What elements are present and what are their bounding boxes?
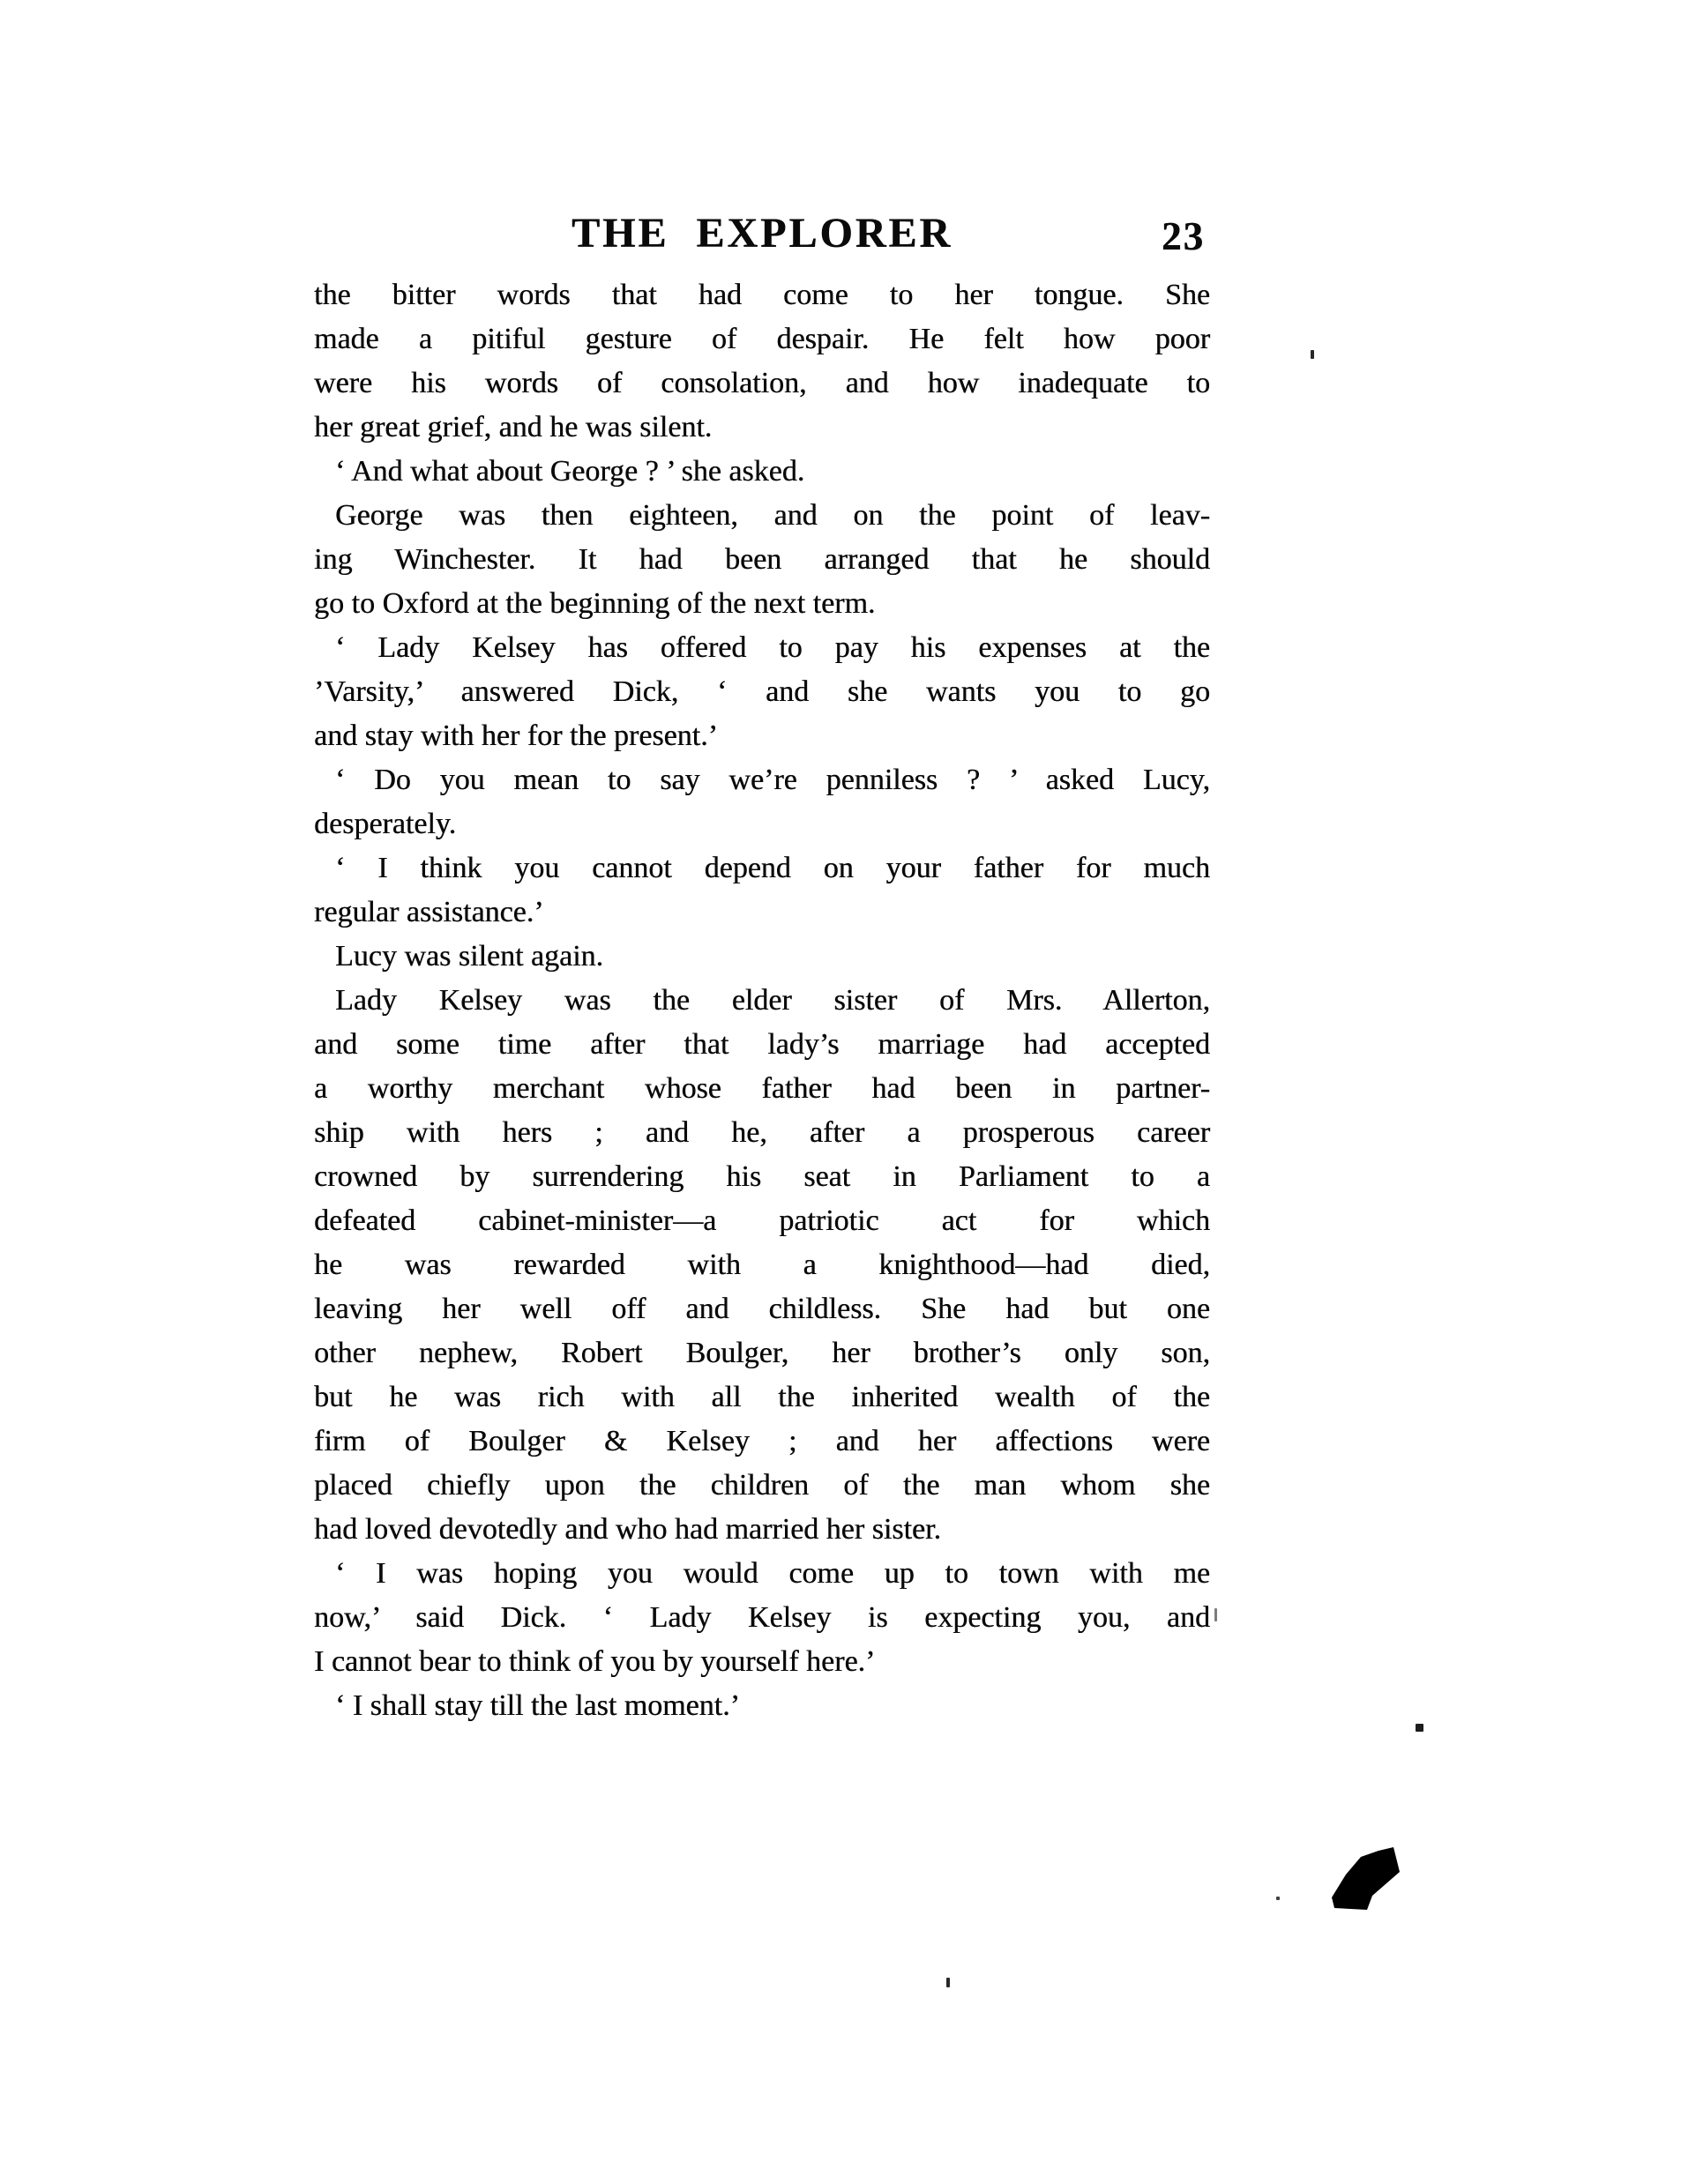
text-block bbox=[314, 273, 1210, 1728]
text-line: ‘ Do you mean to say we’re penniless ? ’ asked Lucy, bbox=[335, 764, 1210, 796]
page-number: 23 bbox=[1162, 214, 1205, 258]
text-line: her great grief, and he was silent. bbox=[314, 411, 713, 444]
text-line: made a pitiful gesture of despair. He felt how poor bbox=[314, 323, 1210, 355]
text-line: ‘ I shall stay till the last moment.’ bbox=[335, 1689, 740, 1722]
text-line: leaving her well off and childless. She had but one bbox=[314, 1293, 1210, 1325]
text-line: had loved devotedly and who had married her sister. bbox=[314, 1513, 941, 1546]
text-line: firm of Boulger & Kelsey ; and her affections were bbox=[314, 1425, 1210, 1457]
text-line: defeated cabinet-minister—a patriotic act for which bbox=[314, 1204, 1210, 1237]
text-line: Lady Kelsey was the elder sister of Mrs. Allerton, bbox=[335, 984, 1210, 1017]
text-line: crowned by surrendering his seat in Parliament to a bbox=[314, 1160, 1210, 1193]
running-header bbox=[314, 210, 1210, 257]
text-line: desperately. bbox=[314, 808, 457, 840]
text-line: the bitter words that had come to her tongue. She bbox=[314, 279, 1210, 311]
text-line: but he was rich with all the inherited wealth of the bbox=[314, 1381, 1210, 1413]
text-line: ship with hers ; and he, after a prosperous career bbox=[314, 1116, 1210, 1149]
text-line: George was then eighteen, and on the point of leav- bbox=[335, 499, 1210, 532]
text-line: regular assistance.’ bbox=[314, 896, 544, 928]
text-line: ‘ And what about George ? ’ she asked. bbox=[335, 455, 805, 488]
text-line: I cannot bear to think of you by yourself here.’ bbox=[314, 1645, 876, 1678]
text-line: now,’ said Dick. ‘ Lady Kelsey is expecting you, and bbox=[314, 1601, 1210, 1634]
ink-blob bbox=[1330, 1845, 1402, 1912]
ink-speck bbox=[1311, 350, 1314, 359]
text-line: ’Varsity,’ answered Dick, ‘ and she wants you to go bbox=[314, 675, 1210, 708]
text-line: go to Oxford at the beginning of the next term. bbox=[314, 587, 876, 620]
text-line: ‘ I was hoping you would come up to town with me bbox=[335, 1557, 1210, 1590]
text-line: and stay with her for the present.’ bbox=[314, 719, 718, 752]
ink-speck bbox=[1214, 1608, 1217, 1621]
text-line: Lucy was silent again. bbox=[335, 940, 604, 973]
ink-speck bbox=[1276, 1897, 1280, 1900]
ink-speck bbox=[1416, 1724, 1423, 1732]
text-line: a worthy merchant whose father had been in partner- bbox=[314, 1072, 1210, 1105]
text-line: other nephew, Robert Boulger, her brother’s only son, bbox=[314, 1337, 1210, 1369]
ink-speck bbox=[946, 1978, 950, 1987]
text-line: ‘ Lady Kelsey has offered to pay his expenses at the bbox=[335, 631, 1210, 664]
text-line: he was rewarded with a knighthood—had died, bbox=[314, 1249, 1210, 1281]
text-line: were his words of consolation, and how inadequate to bbox=[314, 367, 1210, 399]
text-line: ‘ I think you cannot depend on your father for much bbox=[335, 852, 1210, 884]
text-line: and some time after that lady’s marriage had accepted bbox=[314, 1028, 1210, 1061]
text-line: placed chiefly upon the children of the man whom she bbox=[314, 1469, 1210, 1502]
text-line: ing Winchester. It had been arranged that he should bbox=[314, 543, 1210, 576]
page-title: THE EXPLORER bbox=[571, 210, 953, 257]
